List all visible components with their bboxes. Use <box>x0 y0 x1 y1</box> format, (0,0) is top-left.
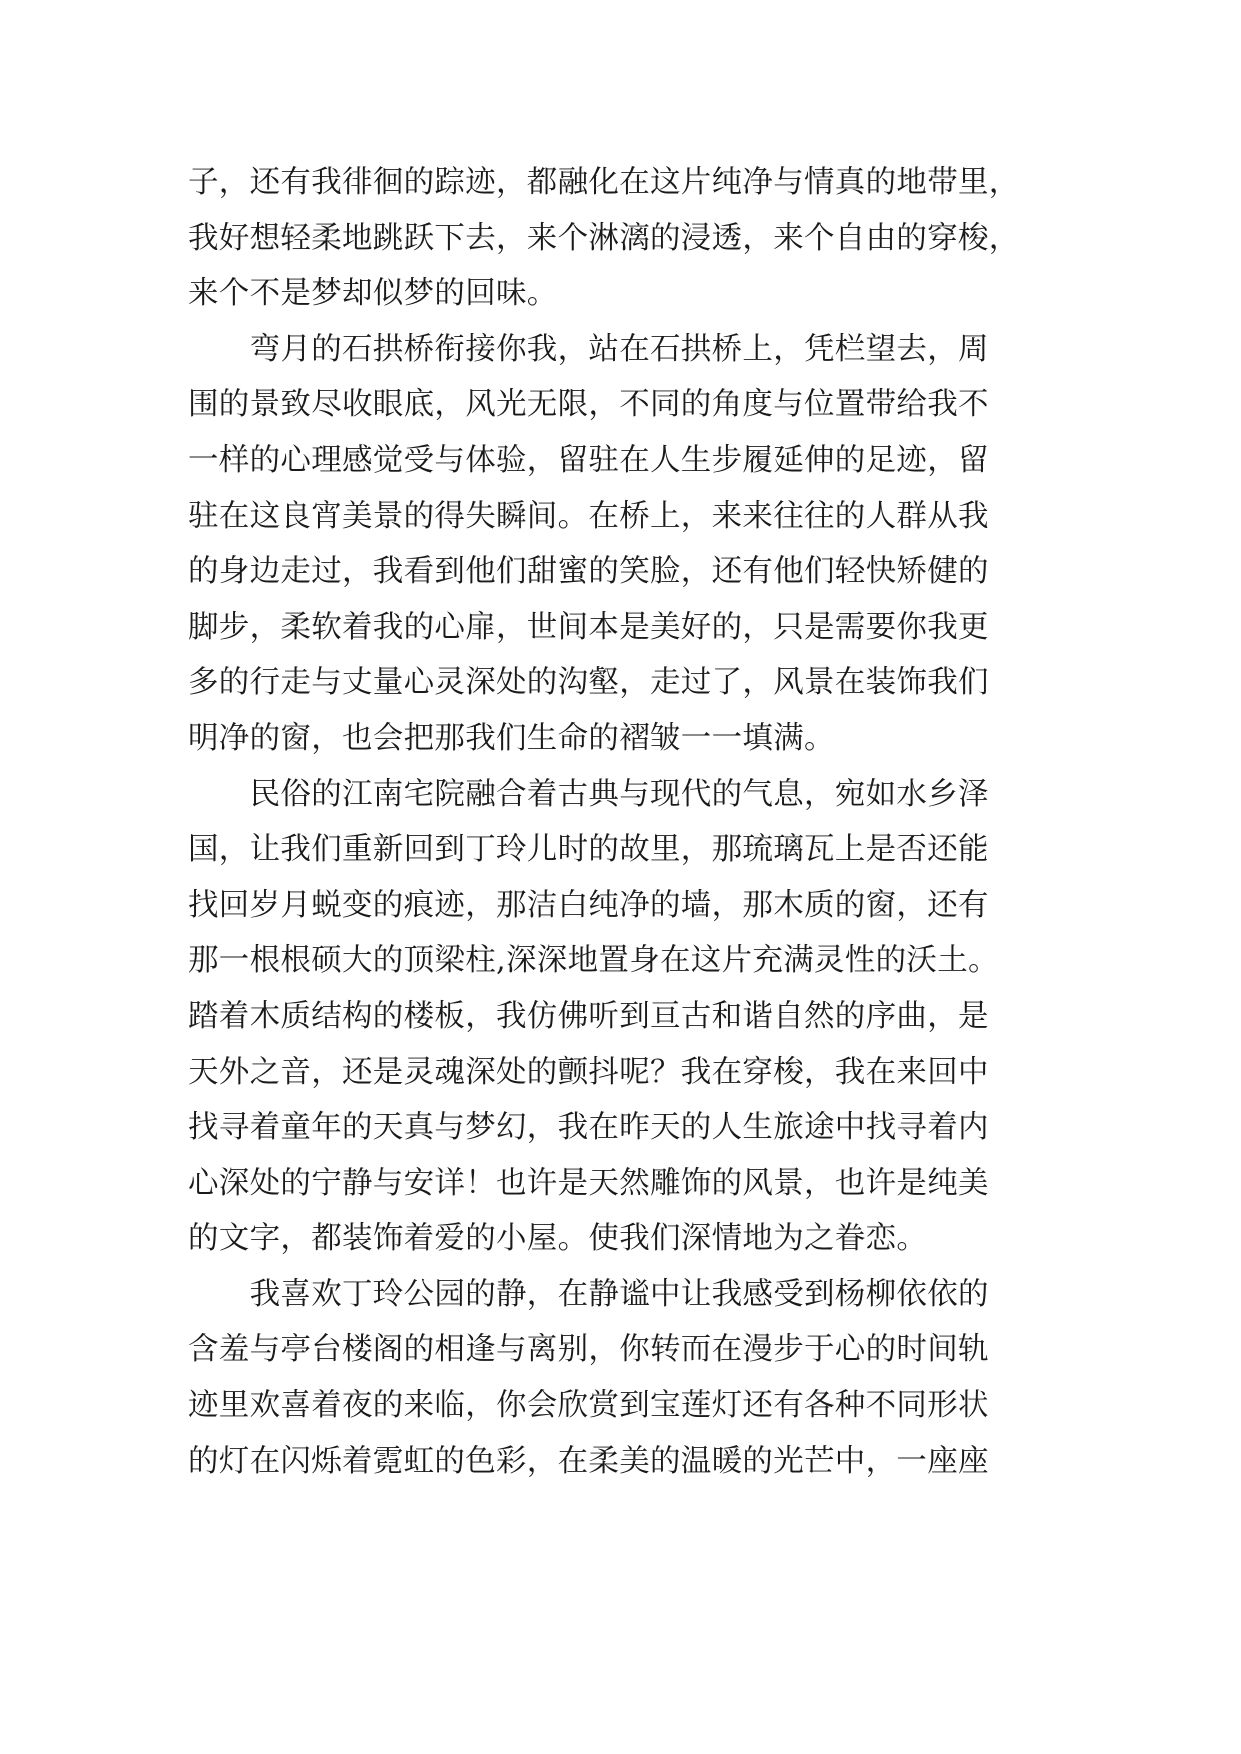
text-line: 国，让我们重新回到丁玲儿时的故里，那琉璃瓦上是否还能 <box>188 832 989 868</box>
text-line: 的灯在闪烁着霓虹的色彩，在柔美的温暖的光芒中，一座座 <box>188 1443 989 1479</box>
text-line: 那一根根硕大的顶梁柱,深深地置身在这片充满灵性的沃土。 <box>188 943 999 979</box>
text-line: 多的行走与丈量心灵深处的沟壑，走过了，风景在装饰我们 <box>188 665 989 701</box>
text-line: 心深处的宁静与安详！也许是天然雕饰的风景，也许是纯美 <box>188 1165 989 1201</box>
text-line: 民俗的江南宅院融合着古典与现代的气息，宛如水乡泽 <box>188 776 989 812</box>
text-line: 弯月的石拱桥衔接你我，站在石拱桥上，凭栏望去，周 <box>188 331 989 367</box>
text-line: 踏着木质结构的楼板，我仿佛听到亘古和谐自然的序曲，是 <box>188 998 989 1034</box>
body-text <box>188 155 1068 1489</box>
text-line: 的文字，都装饰着爱的小屋。使我们深情地为之眷恋。 <box>188 1221 928 1257</box>
text-line: 脚步，柔软着我的心扉，世间本是美好的，只是需要你我更 <box>188 609 989 645</box>
text-line: 含羞与亭台楼阁的相逢与离别，你转而在漫步于心的时间轨 <box>188 1332 989 1368</box>
text-line: 驻在这良宵美景的得失瞬间。在桥上，来来往往的人群从我 <box>188 498 989 534</box>
text-line: 我好想轻柔地跳跃下去，来个淋漓的浸透，来个自由的穿梭， <box>188 220 1020 256</box>
text-line: 迹里欢喜着夜的来临，你会欣赏到宝莲灯还有各种不同形状 <box>188 1388 989 1424</box>
text-line: 的身边走过，我看到他们甜蜜的笑脸，还有他们轻快矫健的 <box>188 554 989 590</box>
text-line: 明净的窗，也会把那我们生命的褶皱一一填满。 <box>188 720 835 756</box>
text-line: 我喜欢丁玲公园的静，在静谧中让我感受到杨柳依依的 <box>188 1276 989 1312</box>
text-line: 来个不是梦却似梦的回味。 <box>188 276 558 312</box>
text-line: 找寻着童年的天真与梦幻，我在昨天的人生旅途中找寻着内 <box>188 1110 989 1146</box>
text-line: 子，还有我徘徊的踪迹，都融化在这片纯净与情真的地带里， <box>188 165 1020 200</box>
text-line: 天外之音，还是灵魂深处的颤抖呢？我在穿梭，我在来回中 <box>188 1054 989 1090</box>
text-line: 一样的心理感觉受与体验，留驻在人生步履延伸的足迹，留 <box>188 442 989 478</box>
text-line: 围的景致尽收眼底，风光无限，不同的角度与位置带给我不 <box>188 387 989 423</box>
text-line: 找回岁月蜕变的痕迹，那洁白纯净的墙，那木质的窗，还有 <box>188 887 989 923</box>
